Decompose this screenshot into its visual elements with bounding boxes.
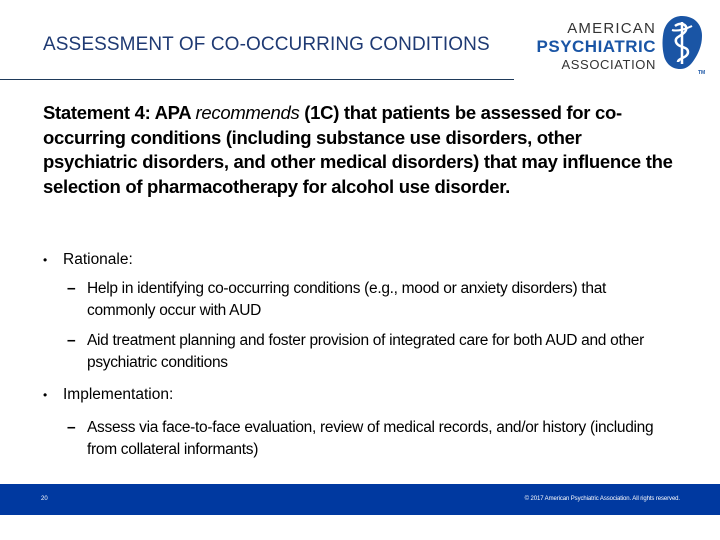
logo-line-american: AMERICAN — [567, 20, 656, 37]
bullet-icon: • — [43, 388, 48, 402]
bullet-label: Rationale: — [63, 251, 133, 268]
logo-line-psychiatric: PSYCHIATRIC — [536, 37, 656, 56]
dash-icon: – — [67, 280, 76, 297]
page-number: 20 — [41, 496, 48, 502]
title-divider — [0, 79, 514, 80]
statement-emphasis: recommends — [195, 102, 300, 123]
apa-logo — [528, 14, 708, 78]
statement-prefix: Statement 4: APA — [43, 102, 196, 123]
recommendation-statement — [43, 101, 673, 199]
dash-icon: – — [67, 332, 76, 349]
implementation-item-text: Assess via face-to-face evaluation, review of medical records, and/or history (including from collateral informants) — [87, 419, 654, 458]
rationale-item-text: Help in identifying co-occurring conditions (e.g., mood or anxiety disorders) that commonly occur with AUD — [87, 280, 607, 319]
footer-bar — [0, 484, 720, 515]
copyright-notice: © 2017 American Psychiatric Association. All rights reserved. — [524, 496, 680, 502]
dash-icon: – — [67, 419, 76, 436]
apa-caduceus-brain-icon — [660, 14, 704, 70]
slide-title: ASSESSMENT OF CO-OCCURRING CONDITIONS — [43, 34, 490, 55]
statement-suffix: (1C) that patients be assessed for co-occurring conditions (including substance use disorders, other psychiatric disorders, and other medical disorders) that may influence the selection of pharmacotherapy for alcohol use disorder. — [43, 102, 673, 197]
logo-wordmark — [528, 20, 656, 74]
bullet-icon: • — [43, 253, 48, 267]
logo-line-association: ASSOCIATION — [561, 57, 656, 72]
trademark-mark: TM — [698, 70, 706, 76]
bullet-label: Implementation: — [63, 386, 174, 403]
rationale-item-text: Aid treatment planning and foster provision of integrated care for both AUD and other psychiatric conditions — [87, 332, 644, 371]
